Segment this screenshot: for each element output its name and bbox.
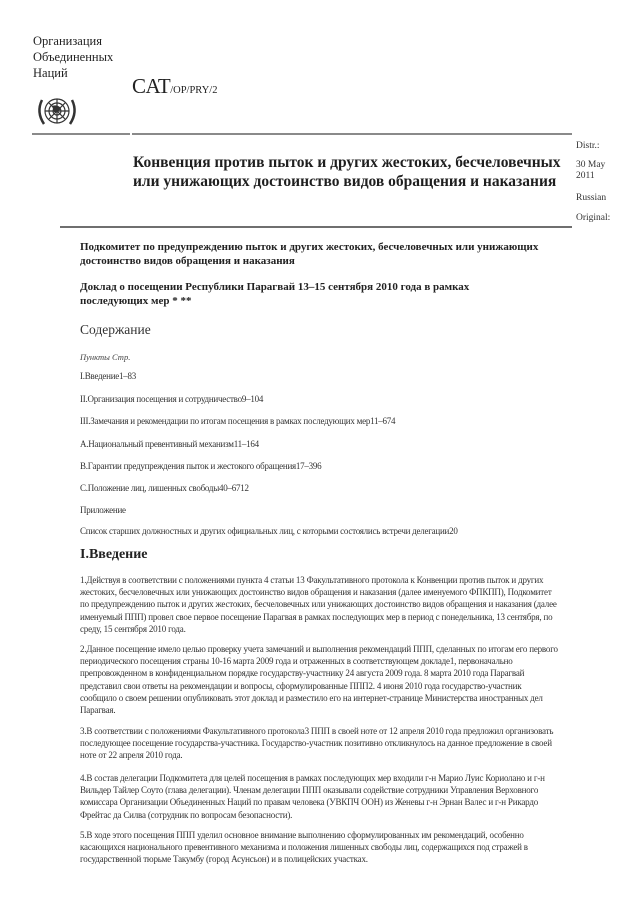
toc-item[interactable]: Приложение [80, 505, 126, 515]
toc-item[interactable]: III.Замечания и рекомендации по итогам посещения в рамках последующих мер11–674 [80, 416, 396, 426]
date-line-2: 2011 [576, 171, 595, 181]
header-rule-right [132, 133, 572, 135]
language-label: Russian [576, 193, 607, 203]
header-rule-left [32, 133, 130, 135]
report-title: Доклад о посещении Республики Парагвай 13–15 сентября 2010 года в рамках последующих мер * ** [80, 281, 470, 307]
paragraph-5: 5.В ходе этого посещения ППП уделил основное внимание выполнению сформулированных им рекомендаций, особенно касающихся национального превентивного механизма и положения лишенных свободы лиц, содержащихся под стражей в государственной тюрьме Такумбу (город Асунсьон) и в полицейских участках. [80, 830, 528, 865]
org-line-3: Наций [33, 66, 68, 80]
document-title: Конвенция против пыток и других жестоких, бесчеловечных или унижающих достоинство видов обращения и наказания [133, 154, 561, 190]
paragraph-3: 3.В соответствии с положениями Факультативного протокола3 ППП в своей ноте от 12 апреля 2010 года предложил организовать последующее посещение государства-участника. Государство-участник позитивно откликнулось на данное предложение в своей ноте от 22 апреля 2010 года. [80, 726, 554, 761]
subcommittee-heading: Подкомитет по предупреждению пыток и других жестоких, бесчеловечных или унижающих достоинство видов обращения и наказания [80, 241, 539, 267]
org-line-2: Объединенных [33, 50, 114, 64]
organization-name [33, 33, 113, 81]
toc-item[interactable]: C.Положение лиц, лишенных свободы40–6712 [80, 483, 249, 493]
original-label: Original: [576, 213, 611, 223]
distr-label: Distr.: [576, 141, 600, 151]
un-emblem-icon [32, 92, 82, 132]
section-heading: I.Введение [80, 547, 148, 562]
date-line-1: 30 May [576, 160, 606, 170]
document-symbol [132, 74, 217, 99]
toc-item[interactable]: II.Организация посещения и сотрудничество9–104 [80, 394, 264, 404]
symbol-main: CAT [132, 74, 171, 98]
paragraph-4: 4.В состав делегации Подкомитета для целей посещения в рамках последующих мер входили г-н Марио Луис Кориолано и г-н Вильдер Тайлер Соуто (глава делегации). Членам делегации ППП оказывали содействие сотрудники Управления Верховного комиссара Организации Объединенных Наций по правам человека (УВКПЧ ООН) из Женевы г-н Эрнан Валес и г-н Рикардо Фрейтас да Силва (сотрудник по вопросам безопасности). [80, 773, 545, 820]
toc-item[interactable]: A.Национальный превентивный механизм11–164 [80, 439, 259, 449]
paragraph-1: 1.Действуя в соответствии с положениями пункта 4 статьи 13 Факультативного протокола к Конвенции против пыток и других жестоких, бесчеловечных или унижающих достоинство видов обращения и наказания (далее именуемого ФПКПП), Подкомитет по предупреждению пыток и других жестоких, бесчеловечных или унижающих достоинство видов обращения и наказания (далее именуемый ППП) провел свое первое посещение Парагвая в рамках последующих мер в период с понедельника, 13 сентября, по среду, 15 сентября 2010 года. [80, 575, 557, 634]
paragraph-2: 2.Данное посещение имело целью проверку учета замечаний и выполнения рекомендаций ППП, сделанных по итогам его первого периодического посещения страны 10-16 марта 2009 года и отраженных в соответствующем докладе1, первоначально препровожденном в конфиденциальном порядке государству-участнику 24 августа 2009 года. 8 марта 2010 года Парагвай представил свои ответы на рекомендации и вопросы, сформулированные ППП2. 4 июня 2010 года государство-участник сообщило о своем решении опубликовать этот доклад и разместило его на интернет-странице Министерства иностранных дел Парагвая. [80, 644, 558, 716]
contents-heading: Содержание [80, 322, 151, 337]
toc-item[interactable]: I.Введение1–83 [80, 371, 137, 381]
toc-item[interactable]: Список старших должностных и других официальных лиц, с которыми состоялись встречи делегации20 [80, 526, 458, 536]
title-rule [60, 226, 572, 228]
org-line-1: Организация [33, 34, 102, 48]
toc-item[interactable]: B.Гарантии предупреждения пыток и жестокого обращения17–396 [80, 461, 322, 471]
contents-columns-header: Пункты Стр. [80, 352, 131, 362]
symbol-suffix: /OP/PRY/2 [170, 85, 218, 96]
